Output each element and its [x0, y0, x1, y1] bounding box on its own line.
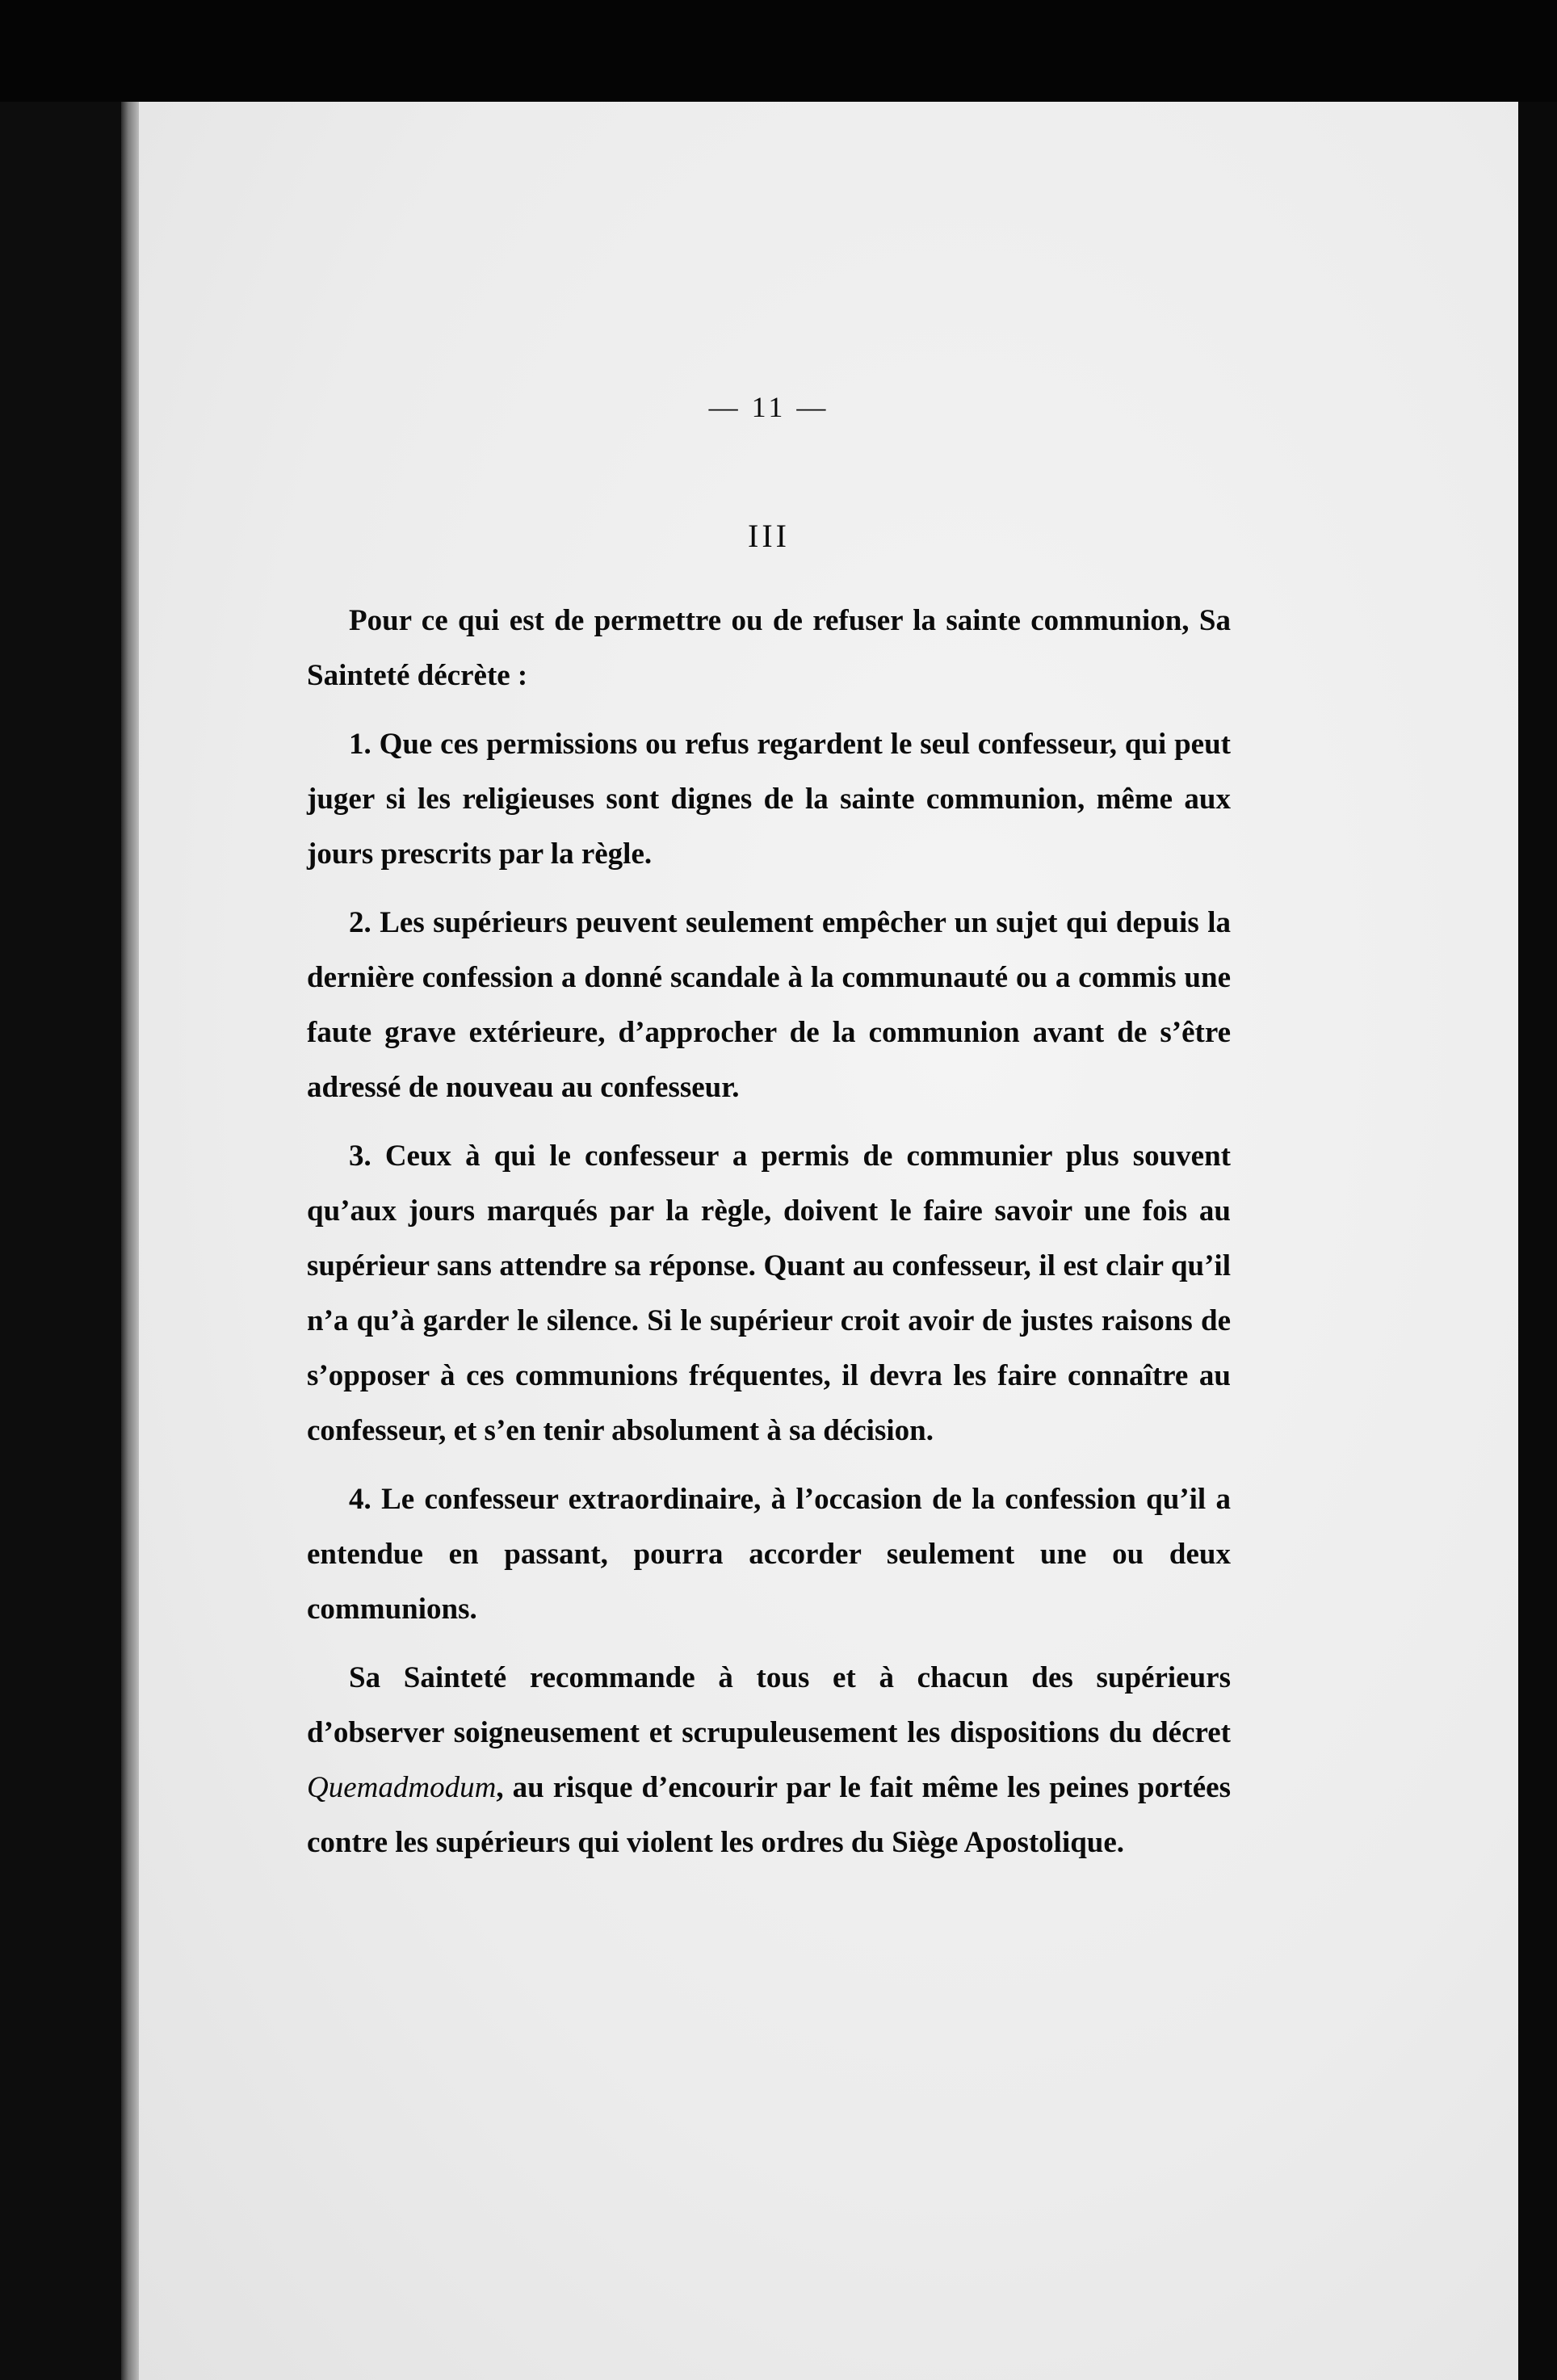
- body-text: [307, 594, 1231, 1870]
- section-heading: III: [748, 518, 790, 554]
- paragraph-article-2: 2. Les supérieurs peuvent seulement empêcher un sujet qui depuis la dernière confession a donné scandale à la communauté ou a commis une faute grave extérieure, d’approcher de la communion avant de s’être adressé de nouveau au confesseur.: [307, 906, 1231, 1104]
- page-number: — 11 —: [708, 391, 829, 423]
- recommendation-text-end: , au risque d’encourir par le fait même les peines portées contre les supérieurs qui violent les ordres du Siège Apostolique.: [307, 1771, 1231, 1859]
- paragraph-article-4: 4. Le confesseur extraordinaire, à l’occasion de la confession qu’il a entendue en passant, pourra accorder seulement une ou deux communions.: [307, 1483, 1231, 1626]
- scan-right-border: [1518, 102, 1557, 2380]
- binding-shadow: [0, 102, 121, 2380]
- paragraph-article-1: 1. Que ces permissions ou refus regardent le seul confesseur, qui peut juger si les religieuses sont dignes de la sainte communion, même aux jours prescrits par la règle.: [307, 728, 1231, 871]
- recommendation-text-start: Sa Sainteté recommande à tous et à chacun des supérieurs d’observer soigneusement et scrupuleusement les dispositions du décret: [307, 1661, 1231, 1749]
- paragraph-article-3: 3. Ceux à qui le confesseur a permis de communier plus souvent qu’aux jours marqués par la règle, doivent le faire savoir une fois au supérieur sans attendre sa réponse. Quant au confesseur, il est clair qu’il n’a qu’à garder le silence. Si le supérieur croit avoir de justes raisons de s’opposer à ces communions fréquentes, il devra les faire connaître au confesseur, et s’en tenir absolument à sa décision.: [307, 1140, 1231, 1447]
- paragraph-intro: Pour ce qui est de permettre ou de refuser la sainte communion, Sa Sainteté décrète :: [307, 604, 1231, 692]
- page-spine-edge: [121, 102, 139, 2380]
- decree-title: Quemadmodum: [307, 1771, 497, 1804]
- paragraph-recommendation: [307, 1651, 1231, 1870]
